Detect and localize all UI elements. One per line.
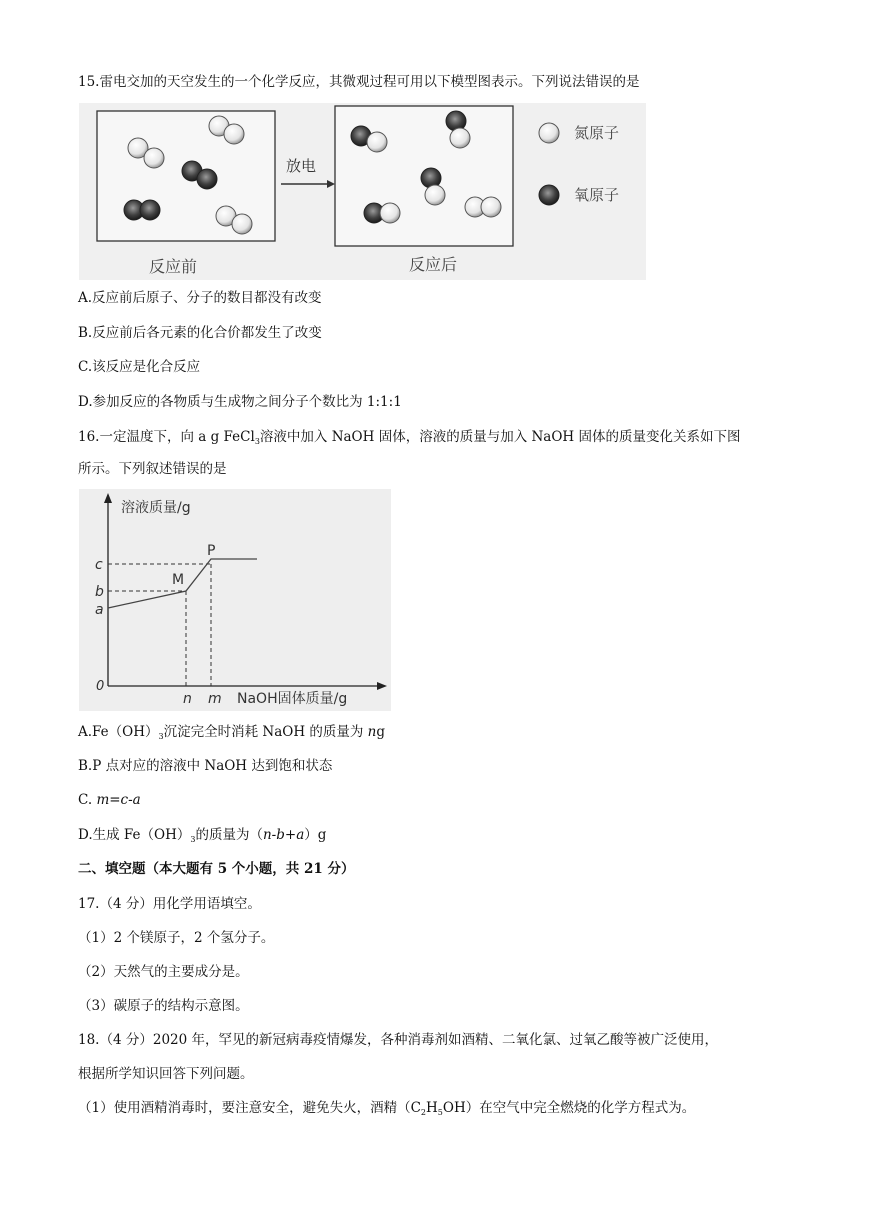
point-label-m: M: [172, 572, 185, 588]
x-tick-m: m: [208, 691, 222, 707]
y-axis-label: 溶液质量/g: [121, 500, 191, 516]
q16-option-b: B.P 点对应的溶液中 NaOH 达到饱和状态: [78, 758, 333, 774]
q17-item-1: （1）2 个镁原子，2 个氢分子。: [78, 930, 275, 946]
q15-option-b: B.反应前后各元素的化合价都发生了改变: [78, 325, 322, 341]
x-axis-label: NaOH固体质量/g: [237, 691, 348, 707]
q16-option-a: $A.Fe(OH)_3$沉淀完全时消耗 NaOH 的质量为 ng: [78, 724, 386, 741]
q18-item-1: （1）使用酒精消毒时，要注意安全，避免失火，酒精$(C_2H_5OH)$在空气中完全燃烧的化学方程式为。: [78, 1100, 696, 1117]
legend-o-label: 氧原子: [574, 186, 620, 204]
y-tick-c: c: [95, 557, 103, 573]
question-16-stem-line1: 16.一定温度下，向 a g FeCl$_3$溶液中加入 NaOH 固体，溶液的质量与加入 NaOH 固体的质量变化关系如下图: [78, 429, 741, 446]
question-18-stem-line1: 18.（4 分）2020 年，罕见的新冠病毒疫情爆发，各种消毒剂如酒精、二氧化氯、过氧乙酸等被广泛使用，: [78, 1032, 718, 1048]
y-tick-b: b: [95, 584, 104, 600]
legend-o-atom: [539, 185, 559, 205]
q17-item-3: （3）碳原子的结构示意图。: [78, 998, 249, 1014]
section-2-heading: 二、填空题（本大题有 5 个小题，共 21 分）: [78, 861, 355, 877]
question-15-stem: 15.雷电交加的天空发生的一个化学反应，其微观过程可用以下模型图表示。下列说法错误的是: [78, 74, 640, 90]
after-label: 反应后: [409, 255, 458, 274]
before-label: 反应前: [149, 257, 198, 276]
arrow-label: 放电: [286, 157, 317, 175]
question-18-stem-line2: 根据所学知识回答下列问题。: [78, 1066, 254, 1082]
q16-option-d: D.生成 $Fe(OH)_3$的质量为（n-b+a）g: [78, 827, 327, 844]
q15-option-c: C.该反应是化合反应: [78, 359, 201, 375]
question-17-stem: 17.（4 分）用化学用语填空。: [78, 896, 261, 912]
y-tick-a: a: [95, 602, 104, 618]
x-tick-n: n: [183, 691, 192, 707]
legend-n-atom: [539, 123, 559, 143]
origin-label: 0: [96, 679, 105, 694]
question-16-stem-line2: 所示。下列叙述错误的是: [78, 461, 227, 477]
legend-n-label: 氮原子: [574, 124, 620, 142]
q16-option-c: C. m=c-a: [78, 792, 141, 808]
point-label-p: P: [207, 543, 216, 559]
q15-option-d: D.参加反应的各物质与生成物之间分子个数比为 1:1:1: [78, 394, 402, 410]
solution-mass-chart: [79, 489, 391, 711]
q17-item-2: （2）天然气的主要成分是。: [78, 964, 249, 980]
reaction-model-figure: [79, 103, 646, 280]
q15-option-a: A.反应前后原子、分子的数目都没有改变: [78, 290, 322, 306]
